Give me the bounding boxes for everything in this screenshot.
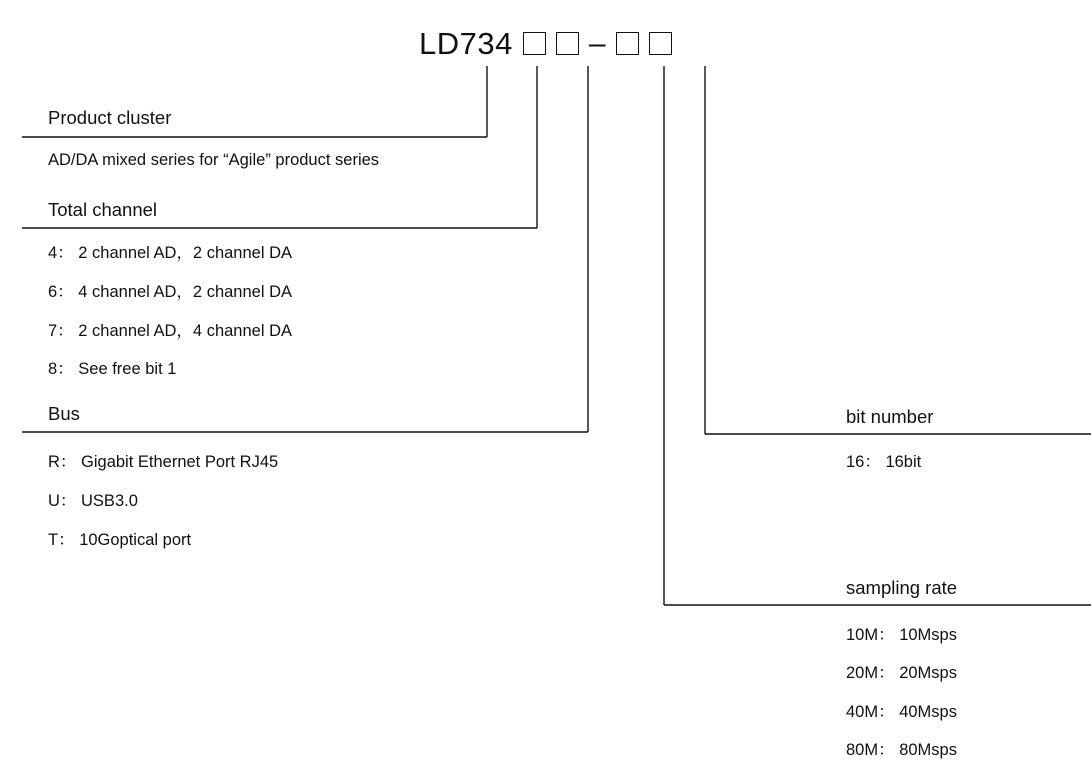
model-code-row (419, 28, 672, 59)
sampling-rate-item-3: 80M： 80Msps (846, 741, 957, 759)
group-title-sampling-rate: sampling rate (846, 577, 958, 598)
model-code-text: LD734 (419, 26, 513, 61)
group-title-total-channel: Total channel (48, 199, 158, 220)
bit-number-item-0: 16： 16bit (846, 453, 922, 471)
sampling-rate-item-0: 10M： 10Msps (846, 626, 957, 644)
total-channel-item-3: 8： See free bit 1 (48, 360, 177, 378)
bus-item-0: R： Gigabit Ethernet Port RJ45 (48, 453, 279, 471)
product-cluster-item-0: AD/DA mixed series for “Agile” product series (48, 151, 380, 169)
total-channel-item-2: 7： 2 channel AD，4 channel DA (48, 322, 292, 340)
bus-item-2: T： 10Goptical port (48, 531, 192, 549)
code-dash: – (588, 26, 606, 60)
group-title-product-cluster: Product cluster (48, 107, 172, 128)
code-box-4 (649, 32, 672, 55)
total-channel-item-1: 6： 4 channel AD，2 channel DA (48, 283, 292, 301)
group-title-bus: Bus (48, 403, 80, 424)
group-title-bit-number: bit number (846, 406, 934, 427)
sampling-rate-item-1: 20M： 20Msps (846, 664, 957, 682)
sampling-rate-item-2: 40M： 40Msps (846, 703, 957, 721)
total-channel-item-0: 4： 2 channel AD，2 channel DA (48, 244, 292, 262)
bus-item-1: U： USB3.0 (48, 492, 138, 510)
code-box-2 (556, 32, 579, 55)
code-box-1 (523, 32, 546, 55)
code-box-3 (616, 32, 639, 55)
